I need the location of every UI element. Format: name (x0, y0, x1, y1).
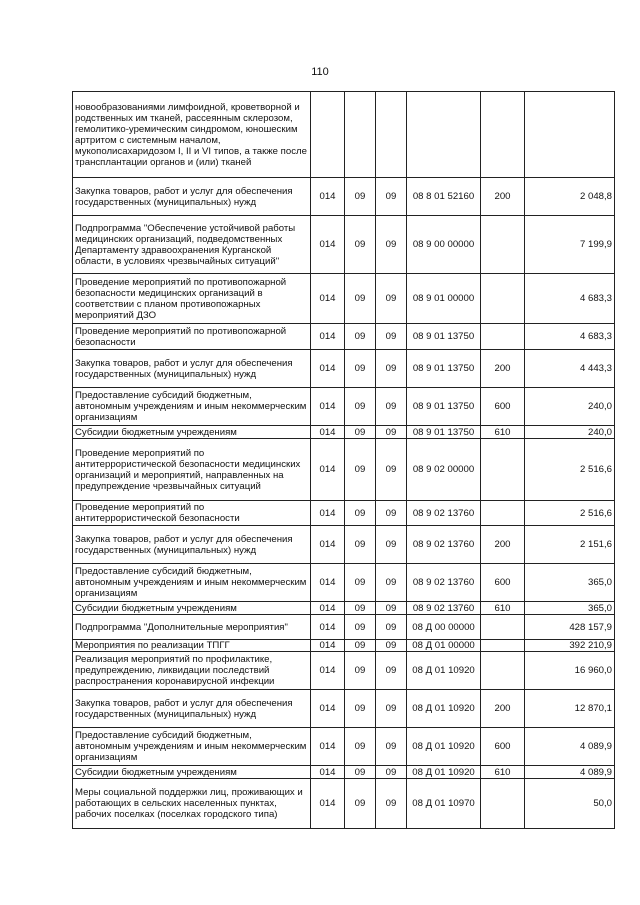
expense-type-cell: 200 (481, 350, 525, 388)
ministry-code-cell: 014 (311, 350, 345, 388)
subsection-code-cell: 09 (376, 640, 407, 652)
section-code-cell: 09 (345, 690, 376, 728)
ministry-code-cell: 014 (311, 652, 345, 690)
table-row (73, 766, 615, 779)
subsection-code-cell: 09 (376, 602, 407, 615)
table-row (73, 526, 615, 564)
table-row (73, 615, 615, 640)
target-article-cell (407, 92, 481, 178)
target-article-cell: 08 Д 01 10920 (407, 652, 481, 690)
ministry-code-cell: 014 (311, 526, 345, 564)
amount-cell: 428 157,9 (525, 615, 615, 640)
table-row (73, 274, 615, 324)
ministry-code-cell: 014 (311, 690, 345, 728)
target-article-cell: 08 Д 01 10970 (407, 779, 481, 829)
amount-cell: 12 870,1 (525, 690, 615, 728)
section-code-cell: 09 (345, 501, 376, 526)
table-row (73, 690, 615, 728)
target-article-cell: 08 8 01 52160 (407, 178, 481, 216)
target-article-cell: 08 Д 01 10920 (407, 690, 481, 728)
section-code-cell: 09 (345, 779, 376, 829)
expense-type-cell: 610 (481, 602, 525, 615)
ministry-code-cell: 014 (311, 602, 345, 615)
table-row (73, 439, 615, 501)
table-row (73, 178, 615, 216)
ministry-code-cell: 014 (311, 324, 345, 350)
target-article-cell: 08 9 02 00000 (407, 439, 481, 501)
target-article-cell: 08 9 02 13760 (407, 501, 481, 526)
row-name-cell: Реализация мероприятий по профилактике, предупреждению, ликвидации последствий распространения коронавирусной инфекции (73, 652, 311, 690)
expense-type-cell (481, 640, 525, 652)
section-code-cell: 09 (345, 178, 376, 216)
ministry-code-cell: 014 (311, 501, 345, 526)
row-name-cell: Меры социальной поддержки лиц, проживающих и работающих в сельских населенных пунктах, рабочих поселках (поселках городского типа) (73, 779, 311, 829)
target-article-cell: 08 9 02 13760 (407, 602, 481, 615)
section-code-cell: 09 (345, 350, 376, 388)
subsection-code-cell: 09 (376, 439, 407, 501)
amount-cell: 4 089,9 (525, 766, 615, 779)
table-row (73, 350, 615, 388)
section-code-cell: 09 (345, 526, 376, 564)
subsection-code-cell: 09 (376, 216, 407, 274)
expense-type-cell (481, 92, 525, 178)
table-row (73, 640, 615, 652)
target-article-cell: 08 Д 01 10920 (407, 728, 481, 766)
table-row (73, 728, 615, 766)
ministry-code-cell: 014 (311, 615, 345, 640)
row-name-cell: Предоставление субсидий бюджетным, автономным учреждениям и иным некоммерческим организациям (73, 388, 311, 426)
amount-cell: 4 089,9 (525, 728, 615, 766)
ministry-code-cell: 014 (311, 564, 345, 602)
expense-type-cell (481, 439, 525, 501)
row-name-cell: Закупка товаров, работ и услуг для обеспечения государственных (муниципальных) нужд (73, 178, 311, 216)
expense-type-cell (481, 216, 525, 274)
section-code-cell: 09 (345, 216, 376, 274)
row-name-cell: Проведение мероприятий по антитеррористической безопасности (73, 501, 311, 526)
amount-cell: 2 151,6 (525, 526, 615, 564)
row-name-cell: Проведение мероприятий по противопожарной безопасности медицинских организаций в соответствии с планом противопожарных мероприятий ДЗО (73, 274, 311, 324)
amount-cell: 4 683,3 (525, 324, 615, 350)
target-article-cell: 08 9 01 00000 (407, 274, 481, 324)
expense-type-cell: 600 (481, 728, 525, 766)
ministry-code-cell: 014 (311, 640, 345, 652)
amount-cell: 2 048,8 (525, 178, 615, 216)
section-code-cell: 09 (345, 324, 376, 350)
amount-cell: 240,0 (525, 388, 615, 426)
subsection-code-cell: 09 (376, 615, 407, 640)
budget-table-body (73, 92, 615, 829)
ministry-code-cell: 014 (311, 274, 345, 324)
section-code-cell: 09 (345, 615, 376, 640)
table-row (73, 564, 615, 602)
expense-type-cell: 200 (481, 178, 525, 216)
section-code-cell: 09 (345, 640, 376, 652)
row-name-cell: Предоставление субсидий бюджетным, автономным учреждениям и иным некоммерческим организациям (73, 564, 311, 602)
amount-cell: 240,0 (525, 426, 615, 439)
subsection-code-cell: 09 (376, 526, 407, 564)
row-name-cell: Закупка товаров, работ и услуг для обеспечения государственных (муниципальных) нужд (73, 350, 311, 388)
subsection-code-cell: 09 (376, 350, 407, 388)
table-row (73, 779, 615, 829)
expense-type-cell (481, 274, 525, 324)
expense-type-cell (481, 652, 525, 690)
subsection-code-cell: 09 (376, 690, 407, 728)
amount-cell: 365,0 (525, 564, 615, 602)
section-code-cell: 09 (345, 766, 376, 779)
subsection-code-cell: 09 (376, 779, 407, 829)
expense-type-cell: 600 (481, 388, 525, 426)
subsection-code-cell: 09 (376, 652, 407, 690)
row-name-cell: Подпрограмма "Дополнительные мероприятия" (73, 615, 311, 640)
subsection-code-cell: 09 (376, 178, 407, 216)
section-code-cell: 09 (345, 388, 376, 426)
expense-type-cell (481, 501, 525, 526)
section-code-cell: 09 (345, 728, 376, 766)
amount-cell: 7 199,9 (525, 216, 615, 274)
target-article-cell: 08 9 00 00000 (407, 216, 481, 274)
subsection-code-cell: 09 (376, 728, 407, 766)
expense-type-cell (481, 324, 525, 350)
row-name-cell: Подпрограмма "Обеспечение устойчивой работы медицинских организаций, подведомственных Департаменту здравоохранения Курганской области, в условиях чрезвычайных ситуаций" (73, 216, 311, 274)
row-name-cell: Субсидии бюджетным учреждениям (73, 766, 311, 779)
target-article-cell: 08 Д 01 10920 (407, 766, 481, 779)
row-name-cell: Предоставление субсидий бюджетным, автономным учреждениям и иным некоммерческим организациям (73, 728, 311, 766)
section-code-cell: 09 (345, 564, 376, 602)
ministry-code-cell: 014 (311, 216, 345, 274)
table-row (73, 216, 615, 274)
row-name-cell: Субсидии бюджетным учреждениям (73, 602, 311, 615)
target-article-cell: 08 9 02 13760 (407, 526, 481, 564)
amount-cell: 50,0 (525, 779, 615, 829)
subsection-code-cell: 09 (376, 274, 407, 324)
subsection-code-cell (376, 92, 407, 178)
row-name-cell: Мероприятия по реализации ТПГГ (73, 640, 311, 652)
target-article-cell: 08 Д 00 00000 (407, 615, 481, 640)
expense-type-cell: 600 (481, 564, 525, 602)
subsection-code-cell: 09 (376, 426, 407, 439)
row-name-cell: Проведение мероприятий по антитеррористической безопасности медицинских организаций и мероприятий, направленных на предупреждение чрезвычайных ситуаций (73, 439, 311, 501)
target-article-cell: 08 Д 01 00000 (407, 640, 481, 652)
table-row (73, 602, 615, 615)
ministry-code-cell: 014 (311, 426, 345, 439)
ministry-code-cell: 014 (311, 178, 345, 216)
amount-cell: 2 516,6 (525, 439, 615, 501)
expense-type-cell: 610 (481, 766, 525, 779)
subsection-code-cell: 09 (376, 388, 407, 426)
amount-cell: 4 683,3 (525, 274, 615, 324)
amount-cell: 16 960,0 (525, 652, 615, 690)
amount-cell: 2 516,6 (525, 501, 615, 526)
ministry-code-cell (311, 92, 345, 178)
table-row (73, 92, 615, 178)
section-code-cell: 09 (345, 439, 376, 501)
expense-type-cell: 610 (481, 426, 525, 439)
table-row (73, 426, 615, 439)
subsection-code-cell: 09 (376, 501, 407, 526)
section-code-cell: 09 (345, 426, 376, 439)
row-name-cell: Закупка товаров, работ и услуг для обеспечения государственных (муниципальных) нужд (73, 690, 311, 728)
amount-cell (525, 92, 615, 178)
table-row (73, 501, 615, 526)
amount-cell: 392 210,9 (525, 640, 615, 652)
ministry-code-cell: 014 (311, 439, 345, 501)
target-article-cell: 08 9 02 13760 (407, 564, 481, 602)
ministry-code-cell: 014 (311, 779, 345, 829)
section-code-cell: 09 (345, 274, 376, 324)
row-name-cell: новообразованиями лимфоидной, кроветворной и родственных им тканей, рассеянным склерозом, гемолитико-уремическим синдромом, юношеским артритом с системным началом, мукополисахаридозом I, II и VI типов, а также после трансплантации органов и (или) тканей (73, 92, 311, 178)
table-row (73, 652, 615, 690)
section-code-cell: 09 (345, 652, 376, 690)
amount-cell: 4 443,3 (525, 350, 615, 388)
ministry-code-cell: 014 (311, 388, 345, 426)
section-code-cell: 09 (345, 602, 376, 615)
target-article-cell: 08 9 01 13750 (407, 324, 481, 350)
target-article-cell: 08 9 01 13750 (407, 426, 481, 439)
page-number: 110 (311, 66, 329, 78)
ministry-code-cell: 014 (311, 728, 345, 766)
target-article-cell: 08 9 01 13750 (407, 350, 481, 388)
amount-cell: 365,0 (525, 602, 615, 615)
ministry-code-cell: 014 (311, 766, 345, 779)
subsection-code-cell: 09 (376, 766, 407, 779)
budget-table (72, 91, 615, 829)
expense-type-cell: 200 (481, 690, 525, 728)
subsection-code-cell: 09 (376, 564, 407, 602)
section-code-cell (345, 92, 376, 178)
row-name-cell: Проведение мероприятий по противопожарной безопасности (73, 324, 311, 350)
row-name-cell: Субсидии бюджетным учреждениям (73, 426, 311, 439)
target-article-cell: 08 9 01 13750 (407, 388, 481, 426)
expense-type-cell (481, 779, 525, 829)
expense-type-cell: 200 (481, 526, 525, 564)
table-row (73, 324, 615, 350)
row-name-cell: Закупка товаров, работ и услуг для обеспечения государственных (муниципальных) нужд (73, 526, 311, 564)
subsection-code-cell: 09 (376, 324, 407, 350)
table-row (73, 388, 615, 426)
expense-type-cell (481, 615, 525, 640)
